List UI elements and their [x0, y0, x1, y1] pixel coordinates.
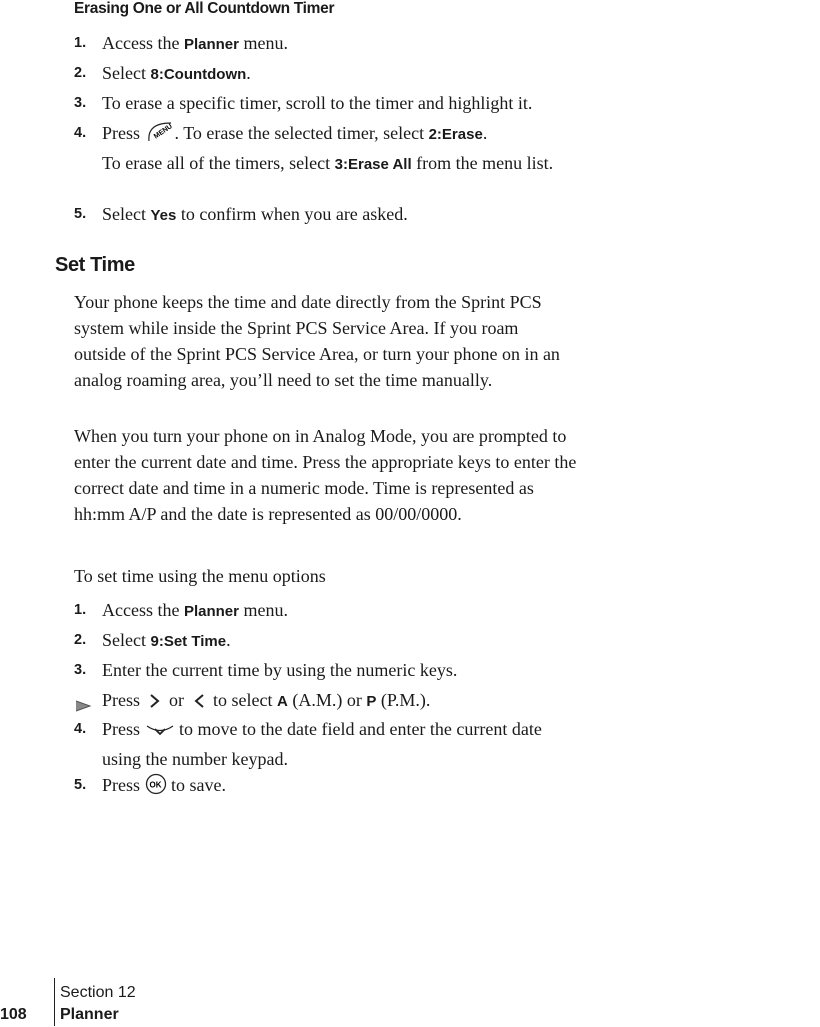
step-text: Select: [102, 204, 151, 224]
settime-step-3: [74, 657, 594, 683]
footer-divider: [54, 978, 55, 1026]
step-number: 3.: [74, 95, 87, 111]
step-text: .: [226, 630, 231, 650]
down-nav-icon: [145, 720, 175, 746]
menu-key-icon: [145, 121, 175, 150]
step-text: Enter the current time by using the numeric keys.: [102, 660, 458, 680]
erase-step-5: [74, 201, 594, 229]
erase-step-2: [74, 60, 594, 88]
step-number: 4.: [74, 125, 87, 141]
option-letter: P: [366, 693, 377, 710]
step-text: menu.: [239, 600, 288, 620]
settime-step-5: [74, 772, 594, 802]
step-number: 1.: [74, 602, 87, 618]
step-number: 1.: [74, 35, 87, 51]
subsection-heading: Erasing One or All Countdown Timer: [74, 0, 335, 17]
menu-name: Planner: [183, 36, 239, 53]
paragraph: Your phone keeps the time and date directly from the Sprint PCS system while inside the Sprint PCS Service Area. If you roam outside of the Sprint PCS Service Area, or turn your phone on in an analog roaming area, you’ll need to set the time manually.: [74, 292, 560, 390]
step-text: To erase a specific timer, scroll to the timer and highlight it.: [102, 93, 533, 113]
erase-step-3: [74, 90, 594, 116]
menu-name: Planner: [183, 603, 239, 620]
menu-option: 2:Erase: [428, 126, 483, 143]
settime-step-2: [74, 627, 594, 655]
step-text: to save.: [166, 775, 226, 795]
step-text: from the menu list.: [411, 153, 554, 173]
arrow-bullet-icon: [74, 694, 94, 708]
step-text: Access the: [102, 600, 184, 620]
step-text: Press: [102, 123, 145, 143]
step-text: to move to the date field and enter the current date using the number keypad.: [102, 719, 542, 769]
step-text: Press: [102, 719, 145, 739]
paragraph: To set time using the menu options: [74, 566, 326, 586]
erase-step-4: [74, 120, 574, 178]
step-number: 4.: [74, 721, 87, 737]
step-number: 5.: [74, 777, 87, 793]
settime-step-1: [74, 597, 594, 625]
paragraph: When you turn your phone on in Analog Mode, you are prompted to enter the current date and time. Press the appropriate keys to enter the correct date and time in a numeric mode. Time is represented as hh:mm A/P and the date is represented as 00/00/0000.: [74, 426, 577, 524]
step-text: to confirm when you are asked.: [176, 204, 408, 224]
step-text: (P.M.).: [376, 690, 431, 710]
step-number: 2.: [74, 632, 87, 648]
step-number: 3.: [74, 662, 87, 678]
step-text: or: [164, 690, 189, 710]
step-text: Select: [102, 63, 151, 83]
step-text: (A.M.) or: [287, 690, 367, 710]
step-number: 5.: [74, 206, 87, 222]
ok-key-icon: [145, 773, 167, 802]
step-number: 2.: [74, 65, 87, 81]
menu-option: 3:Erase All: [334, 156, 412, 173]
footer-section: Section 12: [60, 984, 136, 1001]
menu-option: 9:Set Time: [150, 633, 227, 650]
step-text: Select: [102, 630, 151, 650]
step-text: .: [482, 123, 488, 143]
step-text: To erase all of the timers, select: [102, 153, 335, 173]
step-text: Access the: [102, 33, 184, 53]
menu-option: 8:Countdown: [150, 66, 247, 83]
option-letter: A: [277, 693, 288, 710]
menu-option: Yes: [150, 207, 177, 224]
settime-step-4: [74, 716, 574, 772]
erase-step-1: [74, 30, 594, 58]
section-heading: Set Time: [55, 254, 135, 276]
svg-text:MENU: MENU: [152, 122, 174, 141]
step-text: .: [246, 63, 251, 83]
settime-substep: [74, 687, 594, 717]
step-text: menu.: [239, 33, 288, 53]
left-nav-icon: [189, 691, 209, 717]
step-text: . To erase the selected timer, select: [174, 123, 429, 143]
step-text: Press: [102, 775, 145, 795]
page-number: 108: [0, 1006, 27, 1023]
footer-chapter: Planner: [60, 1006, 119, 1023]
step-text: to select: [208, 690, 277, 710]
step-text: Press: [102, 690, 145, 710]
svg-text:OK: OK: [149, 780, 162, 790]
right-nav-icon: [145, 691, 165, 717]
